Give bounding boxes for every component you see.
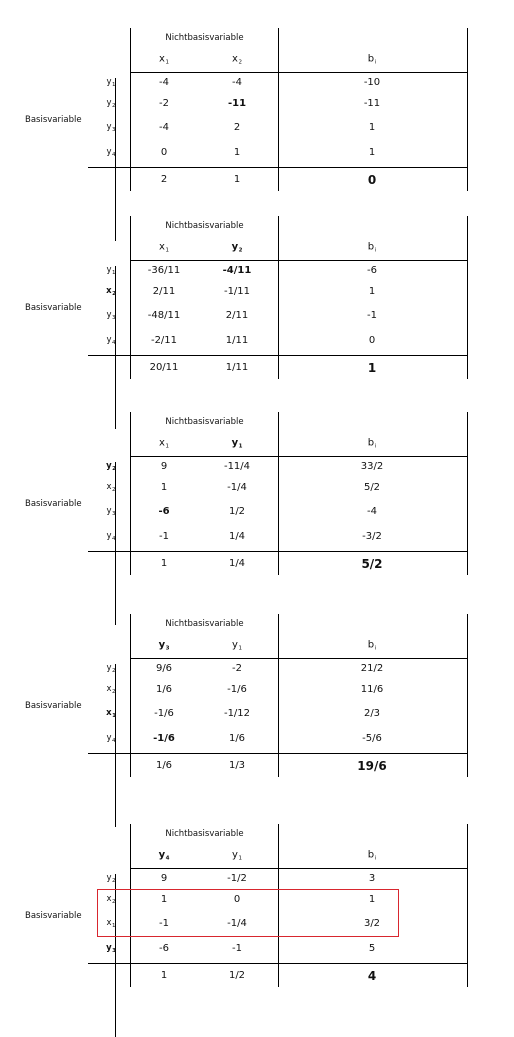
var-letter: y — [158, 849, 166, 861]
cell-value: 1 — [160, 482, 168, 493]
total-value: 1/11 — [225, 362, 249, 373]
nonbasic-header: Nichtbasisvariable — [165, 32, 244, 43]
tableau-3 — [0, 412, 514, 575]
column-header — [368, 850, 376, 862]
var-index: 2 — [112, 290, 116, 297]
var-index: 1 — [112, 81, 116, 88]
grid-line — [130, 868, 468, 869]
var-index: 4 — [112, 151, 116, 158]
var-index: 2 — [112, 465, 116, 472]
cell-value: -3/2 — [362, 531, 382, 542]
basic-group-label: Basisvariable — [25, 499, 82, 509]
cell-value: 2/11 — [225, 310, 249, 321]
row-label — [106, 664, 115, 675]
total-value: 1/6 — [155, 760, 173, 771]
total-value: 19/6 — [357, 759, 387, 773]
var-index: 2 — [112, 486, 116, 493]
var-letter: b — [367, 53, 375, 65]
cell-value: 2/11 — [152, 286, 176, 297]
var-letter: y — [106, 146, 112, 157]
var-index: 2 — [238, 247, 243, 254]
column-header — [368, 640, 376, 652]
grid-line — [130, 456, 468, 457]
var-index: 1 — [112, 269, 116, 276]
var-letter: x — [232, 53, 238, 65]
cell-value: -1 — [232, 943, 242, 954]
row-label — [106, 462, 116, 473]
highlight-box — [97, 889, 399, 937]
tableau-2 — [0, 216, 514, 379]
row-label — [106, 99, 115, 110]
cell-value: -2 — [159, 98, 169, 109]
cell-value: -2 — [232, 663, 242, 674]
var-index: 3 — [165, 645, 170, 652]
var-index: 2 — [112, 898, 116, 905]
cell-value: -36/11 — [147, 265, 181, 276]
var-index: 4 — [165, 855, 170, 862]
cell-value: -11/4 — [223, 461, 251, 472]
row-label — [106, 311, 115, 322]
var-letter: x — [106, 707, 112, 718]
cell-value: 33/2 — [360, 461, 384, 472]
var-letter: y — [106, 264, 112, 275]
column-header — [232, 438, 243, 450]
total-value: 4 — [367, 969, 377, 983]
cell-value: 3 — [368, 873, 376, 884]
basic-group-label: Basisvariable — [25, 911, 82, 921]
cell-value: 1 — [368, 147, 376, 158]
cell-value: -4/11 — [222, 265, 252, 276]
cell-value: 1/11 — [225, 335, 249, 346]
column-header — [159, 850, 170, 862]
var-index: 1 — [238, 645, 242, 652]
row-label — [106, 123, 115, 134]
cell-value: 1 — [368, 894, 376, 905]
row-label — [106, 336, 115, 347]
var-index: 1 — [238, 443, 243, 450]
var-letter: b — [367, 437, 375, 449]
cell-value: 9 — [160, 461, 168, 472]
var-letter: b — [367, 639, 375, 651]
cell-value: -1/6 — [153, 733, 175, 744]
cell-value: 21/2 — [360, 663, 384, 674]
var-letter: y — [106, 732, 112, 743]
total-value: 20/11 — [149, 362, 179, 373]
var-letter: y — [106, 662, 112, 673]
cell-value: 1 — [368, 286, 376, 297]
cell-value: -1/6 — [227, 684, 247, 695]
column-header — [232, 850, 242, 862]
row-label — [106, 944, 116, 955]
var-index: 1 — [165, 247, 169, 254]
column-header — [232, 242, 243, 254]
var-letter: y — [231, 241, 239, 253]
tableau-4 — [0, 614, 514, 777]
column-header — [368, 242, 376, 254]
tableau-1 — [0, 28, 514, 191]
basic-group-label: Basisvariable — [25, 303, 82, 313]
total-value: 1 — [160, 970, 168, 981]
var-letter: y — [232, 849, 238, 861]
cell-value: -4 — [159, 77, 169, 88]
cell-value: -1/4 — [227, 482, 247, 493]
grid-line — [88, 551, 468, 552]
cell-value: -48/11 — [147, 310, 181, 321]
cell-value: -4 — [367, 506, 377, 517]
grid-line — [88, 753, 468, 754]
total-value: 2 — [160, 174, 168, 185]
var-index: 1 — [165, 443, 169, 450]
var-letter: y — [231, 437, 239, 449]
basic-group-label: Basisvariable — [25, 701, 82, 711]
var-letter: y — [106, 334, 112, 345]
cell-value: 1/6 — [228, 733, 246, 744]
cell-value: 1/4 — [228, 531, 246, 542]
cell-value: 0 — [233, 894, 241, 905]
var-letter: x — [159, 437, 165, 449]
row-label — [106, 734, 115, 745]
var-letter: b — [367, 849, 375, 861]
var-letter: y — [106, 121, 112, 132]
cell-value: 0 — [160, 147, 168, 158]
var-index: 1 — [112, 922, 116, 929]
cell-value: -6 — [367, 265, 377, 276]
var-letter: y — [106, 505, 112, 516]
nonbasic-header: Nichtbasisvariable — [165, 220, 244, 231]
cell-value: -10 — [363, 77, 381, 88]
total-value: 1 — [367, 361, 377, 375]
var-letter: x — [159, 53, 165, 65]
row-label — [106, 507, 115, 518]
var-letter: y — [106, 942, 112, 953]
var-index: i — [374, 59, 377, 66]
column-header — [159, 54, 169, 66]
cell-value: 1/2 — [228, 506, 246, 517]
var-index: i — [374, 443, 377, 450]
cell-value: -6 — [158, 506, 170, 517]
total-value: 0 — [367, 173, 377, 187]
grid-line — [88, 963, 468, 964]
var-index: 1 — [165, 59, 169, 66]
cell-value: 0 — [368, 335, 376, 346]
grid-line — [130, 658, 468, 659]
grid-line — [88, 355, 468, 356]
var-letter: x — [106, 917, 112, 928]
var-letter: y — [106, 309, 112, 320]
var-letter: x — [106, 481, 112, 492]
cell-value: 1 — [160, 894, 168, 905]
var-letter: y — [158, 639, 166, 651]
var-letter: y — [106, 872, 112, 883]
var-letter: x — [106, 285, 112, 296]
var-letter: x — [159, 241, 165, 253]
total-value: 1/3 — [228, 760, 246, 771]
row-label — [106, 685, 115, 696]
var-index: 3 — [112, 510, 116, 517]
cell-value: 1 — [368, 122, 376, 133]
total-value: 1 — [233, 174, 241, 185]
var-letter: x — [106, 893, 112, 904]
column-header — [159, 242, 169, 254]
nonbasic-header: Nichtbasisvariable — [165, 416, 244, 427]
cell-value: -5/6 — [362, 733, 382, 744]
row-label — [106, 78, 115, 89]
var-index: 1 — [238, 855, 242, 862]
cell-value: -1 — [159, 918, 169, 929]
cell-value: -1/11 — [223, 286, 251, 297]
column-header — [368, 438, 376, 450]
cell-value: 9 — [160, 873, 168, 884]
nonbasic-header: Nichtbasisvariable — [165, 618, 244, 629]
cell-value: -1/12 — [223, 708, 251, 719]
var-index: i — [374, 247, 377, 254]
var-letter: y — [106, 530, 112, 541]
tableau-5 — [0, 824, 514, 987]
cell-value: -1/6 — [154, 708, 174, 719]
var-index: 2 — [112, 877, 116, 884]
cell-value: -11 — [363, 98, 381, 109]
row-label — [106, 874, 115, 885]
cell-value: -11 — [227, 98, 247, 109]
cell-value: 9/6 — [155, 663, 173, 674]
var-index: 4 — [112, 737, 116, 744]
column-header — [232, 54, 242, 66]
var-index: i — [374, 855, 377, 862]
cell-value: -2/11 — [150, 335, 178, 346]
var-index: 2 — [112, 102, 116, 109]
var-index: 2 — [238, 59, 242, 66]
var-letter: y — [106, 97, 112, 108]
var-index: 4 — [112, 535, 116, 542]
total-value: 1/2 — [228, 970, 246, 981]
nonbasic-header: Nichtbasisvariable — [165, 828, 244, 839]
column-header — [159, 640, 170, 652]
var-index: 3 — [112, 947, 116, 954]
var-index: 4 — [112, 339, 116, 346]
cell-value: -1/4 — [227, 918, 247, 929]
cell-value: 2/3 — [363, 708, 381, 719]
grid-line — [130, 260, 468, 261]
cell-value: -4 — [159, 122, 169, 133]
total-value: 1/4 — [228, 558, 246, 569]
cell-value: -1 — [367, 310, 377, 321]
var-letter: x — [106, 683, 112, 694]
cell-value: -6 — [159, 943, 169, 954]
cell-value: 5 — [368, 943, 376, 954]
row-label — [106, 709, 116, 720]
var-letter: b — [367, 241, 375, 253]
grid-line — [88, 167, 468, 168]
var-index: 2 — [112, 667, 116, 674]
cell-value: -4 — [232, 77, 242, 88]
cell-value: -1 — [159, 531, 169, 542]
cell-value: 1 — [233, 147, 241, 158]
basic-group-label: Basisvariable — [25, 115, 82, 125]
var-letter: y — [106, 76, 112, 87]
total-value: 1 — [160, 558, 168, 569]
row-label — [106, 532, 115, 543]
total-value: 5/2 — [361, 557, 383, 571]
var-letter: y — [106, 460, 112, 471]
column-header — [232, 640, 242, 652]
grid-line — [130, 72, 468, 73]
row-label — [106, 148, 115, 159]
var-index: 3 — [112, 126, 116, 133]
column-header — [159, 438, 169, 450]
var-letter: y — [232, 639, 238, 651]
cell-value: 3/2 — [363, 918, 381, 929]
row-label — [106, 287, 116, 298]
var-index: 1 — [112, 712, 116, 719]
cell-value: 5/2 — [363, 482, 381, 493]
cell-value: 1/6 — [155, 684, 173, 695]
cell-value: 11/6 — [360, 684, 384, 695]
var-index: i — [374, 645, 377, 652]
row-label — [106, 266, 115, 277]
var-index: 2 — [112, 688, 116, 695]
row-label — [106, 483, 115, 494]
cell-value: -1/2 — [227, 873, 247, 884]
cell-value: 2 — [233, 122, 241, 133]
var-index: 3 — [112, 314, 116, 321]
column-header — [368, 54, 376, 66]
